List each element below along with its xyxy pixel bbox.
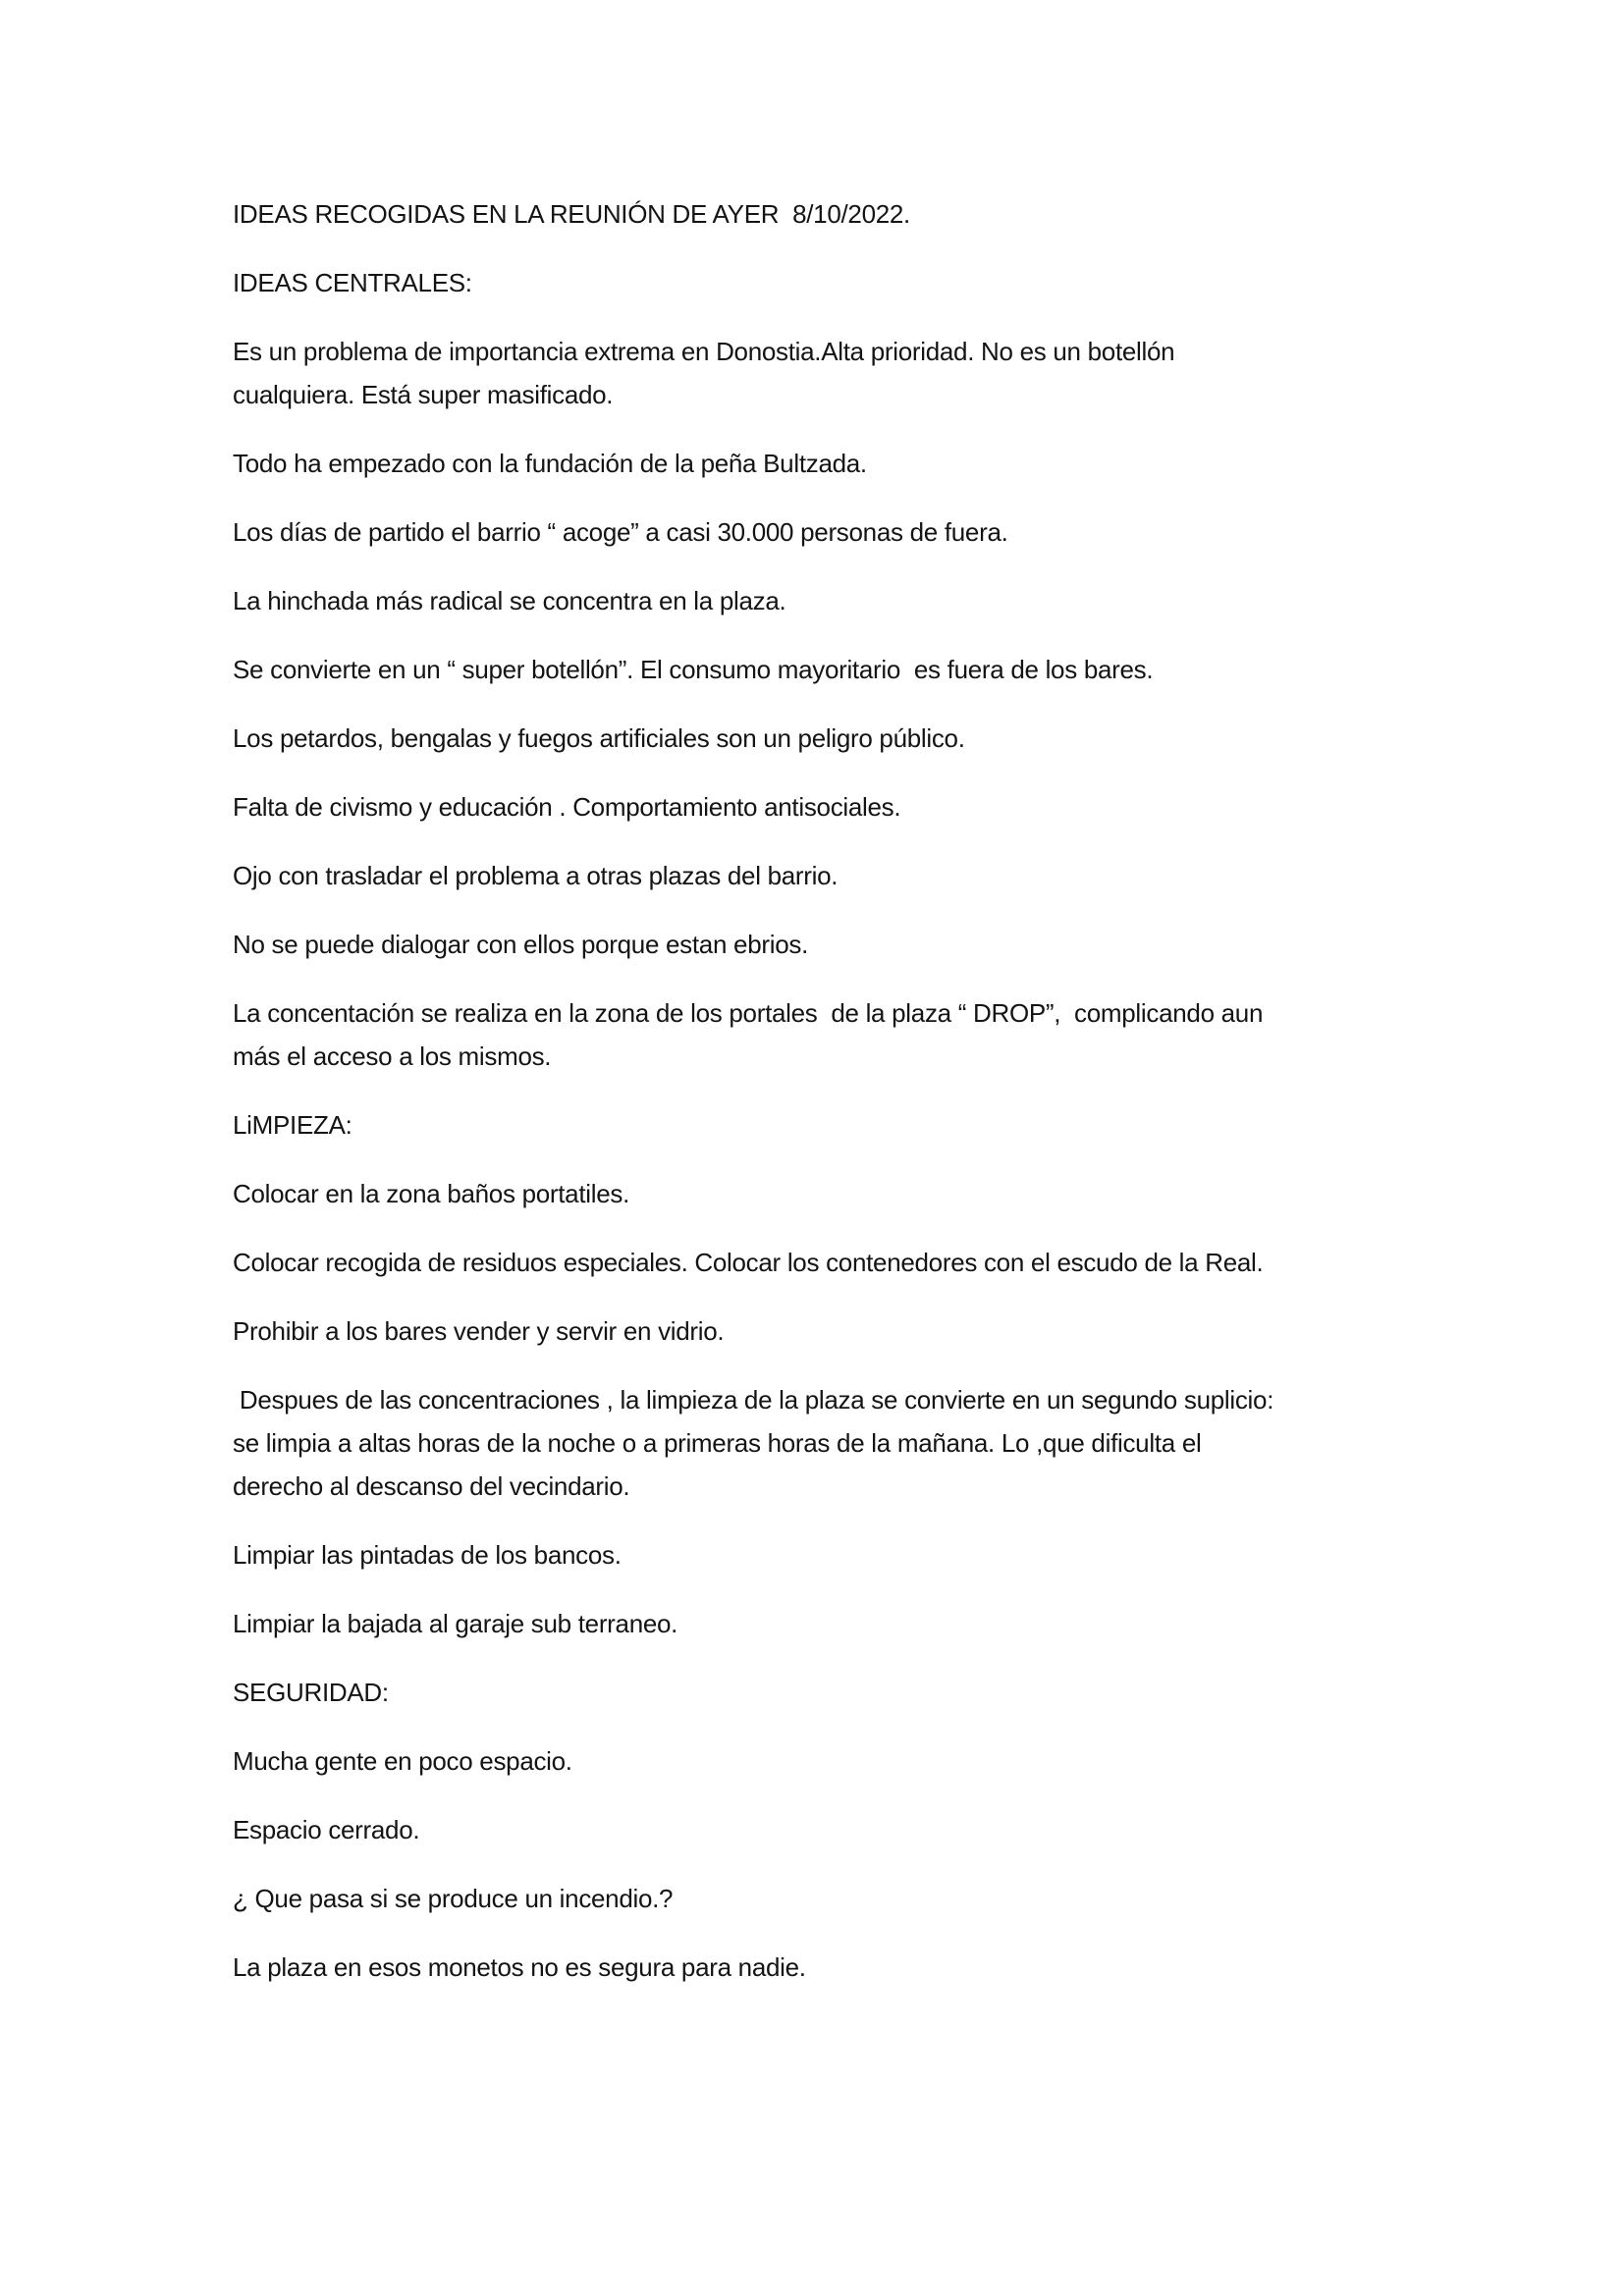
text-line: Falta de civismo y educación . Comportamiento antisociales. — [233, 792, 901, 822]
paragraph — [233, 442, 1480, 485]
text-line: IDEAS RECOGIDAS EN LA REUNIÓN DE AYER 8/10/2022. — [233, 199, 910, 229]
text-line: Mucha gente en poco espacio. — [233, 1746, 572, 1776]
text-line: más el acceso a los mismos. — [233, 1041, 552, 1071]
paragraph — [233, 330, 1480, 416]
text-line: Espacio cerrado. — [233, 1815, 420, 1844]
paragraph — [233, 785, 1480, 828]
text-line: Los días de partido el barrio “ acoge” a casi 30.000 personas de fuera. — [233, 517, 1008, 547]
text-column — [233, 192, 1480, 2014]
text-line: Ojo con trasladar el problema a otras plazas del barrio. — [233, 861, 839, 890]
section-heading-seguridad — [233, 1671, 1480, 1714]
paragraph — [233, 1946, 1480, 1989]
paragraph — [233, 717, 1480, 760]
text-line: LiMPIEZA: — [233, 1110, 352, 1140]
paragraph — [233, 1739, 1480, 1783]
text-line: Colocar recogida de residuos especiales. Colocar los contenedores con el escudo de la Real. — [233, 1248, 1264, 1277]
text-line: Prohibir a los bares vender y servir en vidrio. — [233, 1316, 725, 1346]
text-line: Limpiar las pintadas de los bancos. — [233, 1540, 622, 1570]
text-line: La concentación se realiza en la zona de los portales de la plaza “ DROP”, complicando aun — [233, 998, 1264, 1028]
text-line: Los petardos, bengalas y fuegos artificiales son un peligro público. — [233, 723, 965, 753]
paragraph — [233, 1808, 1480, 1851]
paragraph — [233, 1241, 1480, 1284]
paragraph — [233, 579, 1480, 622]
section-heading-limpieza — [233, 1103, 1480, 1147]
paragraph — [233, 1172, 1480, 1215]
text-line: cualquiera. Está super masificado. — [233, 380, 614, 409]
text-line: La hinchada más radical se concentra en la plaza. — [233, 586, 786, 615]
section-heading-ideas-centrales — [233, 261, 1480, 304]
paragraph — [233, 991, 1480, 1078]
text-line: Se convierte en un “ super botellón”. El consumo mayoritario es fuera de los bares. — [233, 655, 1154, 684]
document-title — [233, 192, 1480, 236]
text-line: Es un problema de importancia extrema en Donostia.Alta prioridad. No es un botellón — [233, 337, 1175, 366]
text-line: No se puede dialogar con ellos porque estan ebrios. — [233, 930, 808, 959]
paragraph — [233, 1602, 1480, 1645]
text-line: se limpia a altas horas de la noche o a primeras horas de la mañana. Lo ,que dificulta el — [233, 1428, 1202, 1458]
paragraph — [233, 1877, 1480, 1920]
text-line: La plaza en esos monetos no es segura para nadie. — [233, 1952, 806, 1982]
text-line: Colocar en la zona baños portatiles. — [233, 1179, 630, 1208]
text-line: Despues de las concentraciones , la limpieza de la plaza se convierte en un segundo suplicio: — [233, 1385, 1274, 1415]
text-line: Todo ha empezado con la fundación de la peña Bultzada. — [233, 449, 867, 478]
text-line: derecho al descanso del vecindario. — [233, 1471, 630, 1501]
paragraph — [233, 854, 1480, 897]
text-line: Limpiar la bajada al garaje sub terraneo. — [233, 1609, 678, 1638]
paragraph — [233, 510, 1480, 554]
paragraph — [233, 1378, 1480, 1508]
paragraph — [233, 923, 1480, 966]
paragraph — [233, 1533, 1480, 1576]
paragraph — [233, 648, 1480, 691]
text-line: IDEAS CENTRALES: — [233, 268, 472, 297]
text-line: SEGURIDAD: — [233, 1678, 389, 1707]
paragraph — [233, 1309, 1480, 1353]
text-line: ¿ Que pasa si se produce un incendio.? — [233, 1884, 674, 1913]
